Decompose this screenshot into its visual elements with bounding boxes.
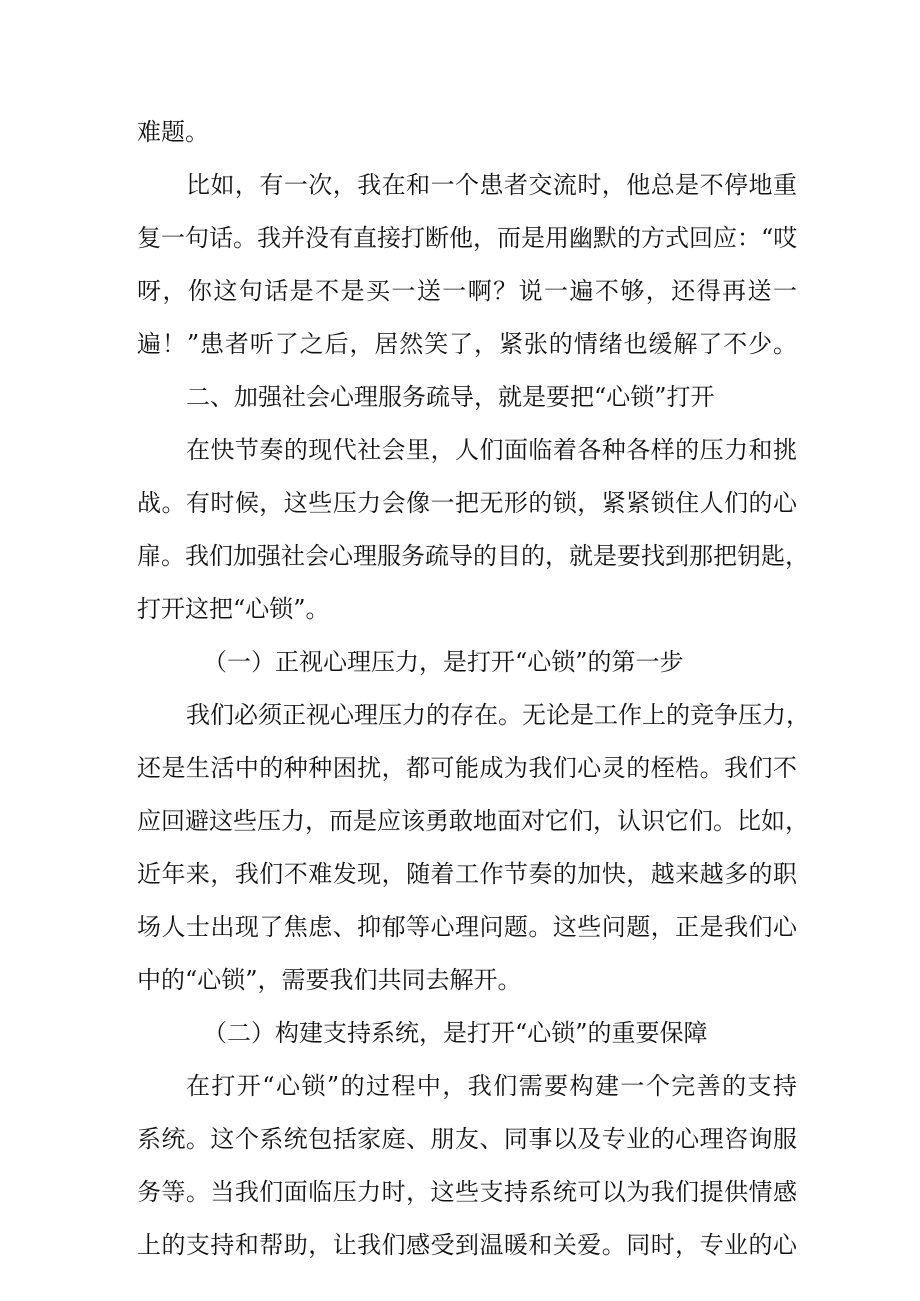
text-line: 在快节奏的现代社会里，人们面临着各种各样的压力和挑 [186, 436, 797, 464]
text-line: 战。有时候，这些压力会像一把无形的锁，紧紧锁住人们的心 [137, 489, 797, 517]
text-line: 应回避这些压力，而是应该勇敢地面对它们，认识它们。比如， [137, 807, 809, 835]
subsection-heading: （一）正视心理压力，是打开“心锁”的第一步 [203, 648, 684, 676]
subsection-heading: （二）构建支持系统，是打开“心锁”的重要保障 [203, 1019, 708, 1047]
text-line: 务等。当我们面临压力时，这些支持系统可以为我们提供情感 [137, 1178, 797, 1206]
text-line: 打开这把“心锁”。 [137, 595, 330, 623]
text-line: 在打开“心锁”的过程中，我们需要构建一个完善的支持 [186, 1072, 797, 1100]
text-line: 复一句话。我并没有直接打断他，而是用幽默的方式回应：“哎 [137, 224, 798, 252]
text-line: 比如，有一次，我在和一个患者交流时，他总是不停地重 [186, 171, 797, 199]
text-line: 扉。我们加强社会心理服务疏导的目的，就是要找到那把钥匙， [137, 542, 809, 570]
text-line: 场人士出现了焦虑、抑郁等心理问题。这些问题，正是我们心 [137, 913, 797, 941]
text-line: 遍！”患者听了之后，居然笑了，紧张的情绪也缓解了不少。 [137, 330, 797, 358]
text-line: 上的支持和帮助，让我们感受到温暖和关爱。同时，专业的心 [137, 1231, 797, 1259]
text-line: 我们必须正视心理压力的存在。无论是工作上的竞争压力， [186, 701, 810, 729]
section-heading: 二、加强社会心理服务疏导，就是要把“心锁”打开 [186, 383, 715, 411]
text-line: 近年来，我们不难发现，随着工作节奏的加快，越来越多的职 [137, 860, 797, 888]
text-line: 系统。这个系统包括家庭、朋友、同事以及专业的心理咨询服 [137, 1125, 797, 1153]
text-line: 中的“心锁”，需要我们共同去解开。 [137, 966, 522, 994]
text-line: 呀，你这句话是不是买一送一啊？说一遍不够，还得再送一 [137, 277, 797, 305]
text-line: 还是生活中的种种困扰，都可能成为我们心灵的桎梏。我们不 [137, 754, 797, 782]
text-line: 难题。 [137, 118, 209, 146]
